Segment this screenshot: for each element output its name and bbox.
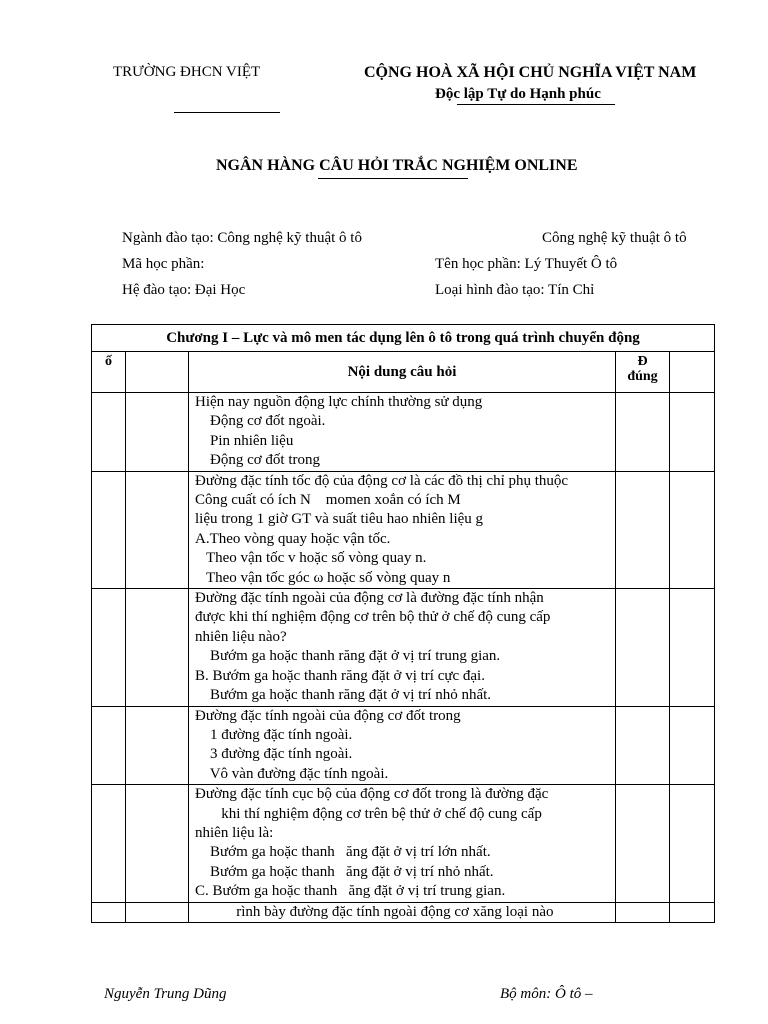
col-correct-header xyxy=(616,352,670,393)
question-line: Bướm ga hoặc thanh ăng đặt ở vị trí lớn nhất. xyxy=(195,844,491,861)
question-line: nhiên liệu là: xyxy=(195,824,274,841)
question-line: Công cuất có ích N momen xoắn có ích M xyxy=(195,492,461,509)
question-line: được khi thí nghiệm động cơ trên bộ thử ở chế độ cung cấp xyxy=(195,609,551,626)
republic-title: CỘNG HOÀ XÃ HỘI CHỦ NGHĨA VIỆT NAM xyxy=(364,64,697,81)
question-row xyxy=(92,785,715,902)
title-underline xyxy=(318,178,468,179)
question-row xyxy=(92,589,715,706)
motto: Độc lập Tự do Hạnh phúc xyxy=(435,86,601,102)
question-line: Hiện nay nguồn động lực chính thường sử dụng xyxy=(195,394,483,410)
question-line: Đường đặc tính cục bộ của động cơ đốt trong là đường đặc xyxy=(195,786,549,803)
course-name: Tên học phần: Lý Thuyết Ô tô xyxy=(435,256,618,272)
question-line: Theo vận tốc v hoặc số vòng quay n. xyxy=(195,550,427,567)
question-blank-cell xyxy=(126,785,189,902)
question-number-cell xyxy=(92,589,126,706)
question-extra-cell xyxy=(670,393,715,472)
question-line: B. Bướm ga hoặc thanh răng đặt ở vị trí cực đại. xyxy=(195,667,485,684)
question-extra-cell xyxy=(670,902,715,922)
question-line: Bướm ga hoặc thanh răng đặt ở vị trí trung gian. xyxy=(195,648,501,665)
question-line: Vô vàn đường đặc tính ngoài. xyxy=(195,765,389,782)
question-content-cell xyxy=(189,589,616,706)
question-row xyxy=(92,706,715,785)
question-line: Đường đặc tính tốc độ của động cơ là các đồ thị chỉ phụ thuộc xyxy=(195,472,569,489)
school-underline xyxy=(174,112,280,113)
question-line: 3 đường đặc tính ngoài. xyxy=(195,746,353,763)
question-blank-cell xyxy=(126,471,189,588)
question-content-cell xyxy=(189,706,616,785)
question-number-cell xyxy=(92,785,126,902)
question-extra-cell xyxy=(670,785,715,902)
col-correct-line1: Đ xyxy=(637,354,648,369)
question-line: Bướm ga hoặc thanh răng đặt ở vị trí nhỏ nhất. xyxy=(195,687,492,704)
motto-underline xyxy=(457,104,615,105)
question-line: Bướm ga hoặc thanh ăng đặt ở vị trí nhỏ nhất. xyxy=(195,863,494,880)
question-extra-cell xyxy=(670,589,715,706)
question-line: 1 đường đặc tính ngoài. xyxy=(195,726,353,743)
question-blank-cell xyxy=(126,393,189,472)
school-name: TRƯỜNG ĐHCN VIỆT xyxy=(113,64,261,80)
col-number-header: ố xyxy=(92,352,126,393)
question-line: Động cơ đốt trong xyxy=(195,452,321,469)
question-blank-cell xyxy=(126,902,189,922)
course-code-label: Mã học phần: xyxy=(122,256,205,272)
question-answer-cell xyxy=(616,902,670,922)
question-row xyxy=(92,471,715,588)
training-level: Hệ đào tạo: Đại Học xyxy=(122,282,246,298)
question-answer-cell xyxy=(616,589,670,706)
question-answer-cell xyxy=(616,471,670,588)
header-row xyxy=(92,352,715,393)
question-content-cell xyxy=(189,902,616,922)
question-line: nhiên liệu nào? xyxy=(195,628,287,645)
question-table xyxy=(91,324,715,923)
page-title: NGÂN HÀNG CÂU HỎI TRẮC NGHIỆM ONLINE xyxy=(216,157,578,174)
question-line: rình bày đường đặc tính ngoài động cơ xăng loại nào xyxy=(195,903,554,920)
question-content-cell xyxy=(189,393,616,472)
question-number-cell xyxy=(92,902,126,922)
chapter-row xyxy=(92,325,715,352)
question-line: liệu trong 1 giờ GT và suất tiêu hao nhiên liệu g xyxy=(195,511,484,528)
footer-author: Nguyễn Trung Dũng xyxy=(104,986,227,1002)
major-right: Công nghệ kỹ thuật ô tô xyxy=(542,230,687,246)
footer-department: Bộ môn: Ô tô – xyxy=(500,986,593,1002)
col-extra-header xyxy=(670,352,715,393)
question-content-cell xyxy=(189,471,616,588)
question-number-cell xyxy=(92,706,126,785)
question-number-cell xyxy=(92,393,126,472)
question-answer-cell xyxy=(616,785,670,902)
question-line: A.Theo vòng quay hoặc vận tốc. xyxy=(195,530,391,547)
col-content-header: Nội dung câu hỏi xyxy=(189,352,616,393)
question-number-cell xyxy=(92,471,126,588)
question-line: Động cơ đốt ngoài. xyxy=(195,413,326,430)
question-line: Theo vận tốc góc ω hoặc số vòng quay n xyxy=(195,569,451,586)
question-extra-cell xyxy=(670,706,715,785)
question-line: Đường đặc tính ngoài của động cơ đốt trong xyxy=(195,707,461,724)
col-blank-header xyxy=(126,352,189,393)
question-line: C. Bướm ga hoặc thanh ăng đặt ở vị trí trung gian. xyxy=(195,883,506,900)
question-line: Pin nhiên liệu xyxy=(195,432,294,449)
chapter-title: Chương I – Lực và mô men tác dụng lên ô tô trong quá trình chuyển động xyxy=(92,325,715,352)
training-type: Loại hình đào tạo: Tín Chỉ xyxy=(435,282,595,298)
major-label: Ngành đào tạo: Công nghệ kỹ thuật ô tô xyxy=(122,230,362,246)
question-row xyxy=(92,902,715,922)
question-blank-cell xyxy=(126,706,189,785)
question-answer-cell xyxy=(616,393,670,472)
question-row xyxy=(92,393,715,472)
col-correct-line2: đúng xyxy=(627,369,658,384)
question-blank-cell xyxy=(126,589,189,706)
question-line: Đường đặc tính ngoài của động cơ là đường đặc tính nhận xyxy=(195,590,544,607)
question-line: khi thí nghiệm động cơ trên bệ thử ở chế độ cung cấp xyxy=(195,805,542,822)
question-extra-cell xyxy=(670,471,715,588)
question-answer-cell xyxy=(616,706,670,785)
question-content-cell xyxy=(189,785,616,902)
